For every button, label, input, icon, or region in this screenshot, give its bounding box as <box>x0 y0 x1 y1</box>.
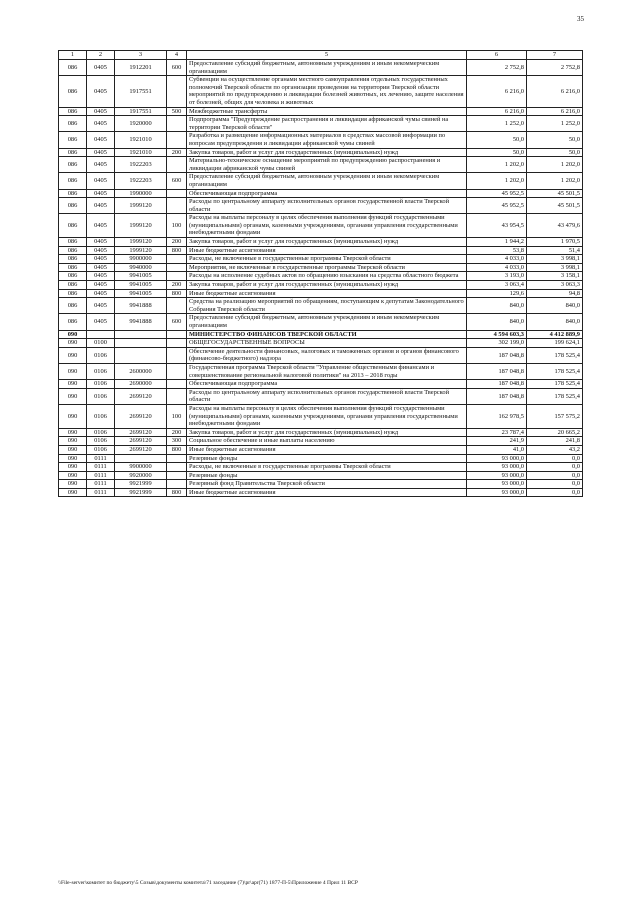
amount-cell: 1 252,0 <box>467 116 527 132</box>
column-number-header-row <box>59 51 583 60</box>
table-row <box>59 189 583 198</box>
amount-cell: 41,0 <box>467 445 527 454</box>
table-row <box>59 246 583 255</box>
section-code-cell: 0405 <box>87 214 115 238</box>
expense-type-cell: 800 <box>167 445 187 454</box>
amount-cell: 51,4 <box>527 246 583 255</box>
amount-cell: 93 000,0 <box>467 480 527 489</box>
table-row <box>59 488 583 497</box>
amount-cell: 3 158,1 <box>527 272 583 281</box>
expense-type-cell: 200 <box>167 281 187 290</box>
section-code-cell: 0106 <box>87 363 115 379</box>
amount-cell: 0,0 <box>527 454 583 463</box>
amount-cell: 178 525,4 <box>527 347 583 363</box>
item-name-cell: Подпрограмма "Предупреждение распространения и ликвидация африканской чумы свиней на территории Тверской области" <box>187 116 467 132</box>
file-path-footer: \\File-server\комитет по бюджету\5 Созыв\документы комитета\71 заседание (7)\pr\apr(71) 1877-П-5\Приложение 4 Прил 11 ВСР <box>58 880 358 886</box>
expense-type-cell <box>167 298 187 314</box>
section-code-cell: 0405 <box>87 157 115 173</box>
expense-type-cell: 200 <box>167 428 187 437</box>
section-code-cell: 0405 <box>87 132 115 148</box>
expense-type-cell <box>167 339 187 348</box>
expense-type-cell: 200 <box>167 148 187 157</box>
target-article-cell: 2699120 <box>115 404 167 428</box>
admin-code-cell: 090 <box>59 480 87 489</box>
amount-cell: 45 952,5 <box>467 198 527 214</box>
item-name-cell: Обеспечение деятельности финансовых, налоговых и таможенных органов и органов финансового (финансово-бюджетного) надзора <box>187 347 467 363</box>
amount-cell: 53,8 <box>467 246 527 255</box>
amount-cell: 50,0 <box>467 148 527 157</box>
admin-code-cell: 086 <box>59 132 87 148</box>
amount-cell: 93 000,0 <box>467 463 527 472</box>
column-header: 5 <box>187 51 467 60</box>
expense-type-cell: 600 <box>167 314 187 330</box>
amount-cell: 162 978,5 <box>467 404 527 428</box>
item-name-cell: Предоставление субсидий бюджетным, автономным учреждениям и иным некоммерческим организациям <box>187 60 467 76</box>
section-code-cell: 0106 <box>87 388 115 404</box>
table-row <box>59 330 583 339</box>
admin-code-cell: 086 <box>59 255 87 264</box>
amount-cell: 93 000,0 <box>467 454 527 463</box>
item-name-cell: Материально-техническое оснащение мероприятий по предупреждению распространения и ликвидации африканской чумы свиней <box>187 157 467 173</box>
expense-type-cell <box>167 198 187 214</box>
table-row <box>59 388 583 404</box>
expense-type-cell: 100 <box>167 214 187 238</box>
section-code-cell: 0106 <box>87 437 115 446</box>
column-header: 6 <box>467 51 527 60</box>
section-code-cell: 0405 <box>87 189 115 198</box>
amount-cell: 43 479,6 <box>527 214 583 238</box>
target-article-cell: 2699120 <box>115 445 167 454</box>
section-code-cell: 0405 <box>87 246 115 255</box>
table-row <box>59 428 583 437</box>
expense-type-cell: 600 <box>167 173 187 189</box>
admin-code-cell: 086 <box>59 246 87 255</box>
expense-type-cell <box>167 463 187 472</box>
table-row <box>59 60 583 76</box>
expense-type-cell: 200 <box>167 238 187 247</box>
section-code-cell: 0405 <box>87 148 115 157</box>
page-number: 35 <box>577 15 584 23</box>
admin-code-cell: 086 <box>59 60 87 76</box>
item-name-cell: Закупка товаров, работ и услуг для государственных (муниципальных) нужд <box>187 238 467 247</box>
section-code-cell: 0405 <box>87 289 115 298</box>
table-row <box>59 238 583 247</box>
expense-type-cell: 800 <box>167 289 187 298</box>
table-row <box>59 445 583 454</box>
target-article-cell: 9900000 <box>115 255 167 264</box>
item-name-cell: Расходы, не включенные в государственные программы Тверской области <box>187 463 467 472</box>
section-code-cell: 0405 <box>87 198 115 214</box>
admin-code-cell: 086 <box>59 272 87 281</box>
target-article-cell: 9940000 <box>115 263 167 272</box>
amount-cell: 0,0 <box>527 463 583 472</box>
table-row <box>59 437 583 446</box>
admin-code-cell: 086 <box>59 198 87 214</box>
section-code-cell: 0100 <box>87 339 115 348</box>
admin-code-cell: 090 <box>59 404 87 428</box>
item-name-cell: Субвенции на осуществление органами местного самоуправления отдельных государственных полномочий Тверской области по организации проведения на территории Тверской области мероприятий по предупреждению и ликвидации болезней животных, их лечению, защите населения от болезней, общих для человека и животных <box>187 76 467 107</box>
expense-type-cell <box>167 255 187 264</box>
column-header: 7 <box>527 51 583 60</box>
item-name-cell: Разработка и размещение информационных материалов в средствах массовой информации по вопросам предупреждения и ликвидации африканской чумы свиней <box>187 132 467 148</box>
target-article-cell: 2699120 <box>115 428 167 437</box>
item-name-cell: Государственная программа Тверской области "Управление общественными финансами и совершенствование региональной налоговой политики" на 2013 – 2018 годы <box>187 363 467 379</box>
section-code-cell: 0405 <box>87 60 115 76</box>
admin-code-cell: 090 <box>59 471 87 480</box>
admin-code-cell: 086 <box>59 107 87 116</box>
target-article-cell: 1917551 <box>115 107 167 116</box>
target-article-cell: 1920000 <box>115 116 167 132</box>
column-header: 1 <box>59 51 87 60</box>
expense-type-cell <box>167 116 187 132</box>
item-name-cell: Иные бюджетные ассигнования <box>187 289 467 298</box>
expense-type-cell <box>167 330 187 339</box>
expense-type-cell <box>167 347 187 363</box>
expense-type-cell: 800 <box>167 246 187 255</box>
amount-cell: 0,0 <box>527 471 583 480</box>
section-code-cell: 0405 <box>87 107 115 116</box>
admin-code-cell: 086 <box>59 116 87 132</box>
table-row <box>59 289 583 298</box>
amount-cell: 6 216,0 <box>467 76 527 107</box>
amount-cell: 187 048,8 <box>467 380 527 389</box>
target-article-cell: 1921010 <box>115 132 167 148</box>
amount-cell: 4 033,0 <box>467 263 527 272</box>
section-code-cell: 0405 <box>87 281 115 290</box>
item-name-cell: МИНИСТЕРСТВО ФИНАНСОВ ТВЕРСКОЙ ОБЛАСТИ <box>187 330 467 339</box>
expense-type-cell: 600 <box>167 60 187 76</box>
amount-cell: 187 048,8 <box>467 347 527 363</box>
amount-cell: 45 501,5 <box>527 189 583 198</box>
table-row <box>59 263 583 272</box>
admin-code-cell: 086 <box>59 148 87 157</box>
budget-table <box>58 50 583 497</box>
target-article-cell <box>115 330 167 339</box>
item-name-cell: Иные бюджетные ассигнования <box>187 246 467 255</box>
item-name-cell: Иные бюджетные ассигнования <box>187 445 467 454</box>
expense-type-cell: 100 <box>167 404 187 428</box>
amount-cell: 6 216,0 <box>467 107 527 116</box>
table-row <box>59 281 583 290</box>
admin-code-cell: 086 <box>59 214 87 238</box>
target-article-cell: 1999120 <box>115 246 167 255</box>
section-code-cell: 0106 <box>87 380 115 389</box>
amount-cell: 178 525,4 <box>527 388 583 404</box>
target-article-cell <box>115 454 167 463</box>
table-row <box>59 198 583 214</box>
table-row <box>59 214 583 238</box>
section-code-cell: 0405 <box>87 272 115 281</box>
admin-code-cell: 090 <box>59 388 87 404</box>
item-name-cell: Расходы на выплаты персоналу в целях обеспечения выполнения функций государственными (муниципальными) органами, казенными учреждениями, органами управления государственными внебюджетными фондами <box>187 404 467 428</box>
item-name-cell: Закупка товаров, работ и услуг для государственных (муниципальных) нужд <box>187 148 467 157</box>
amount-cell: 840,0 <box>467 314 527 330</box>
item-name-cell: Резервные фонды <box>187 471 467 480</box>
table-row <box>59 347 583 363</box>
amount-cell: 6 216,0 <box>527 107 583 116</box>
table-row <box>59 380 583 389</box>
table-row <box>59 363 583 379</box>
target-article-cell: 9941888 <box>115 314 167 330</box>
item-name-cell: ОБЩЕГОСУДАРСТВЕННЫЕ ВОПРОСЫ <box>187 339 467 348</box>
expense-type-cell: 300 <box>167 437 187 446</box>
amount-cell: 50,0 <box>527 148 583 157</box>
admin-code-cell: 090 <box>59 463 87 472</box>
target-article-cell: 1912201 <box>115 60 167 76</box>
target-article-cell: 1999120 <box>115 214 167 238</box>
section-code-cell: 0405 <box>87 255 115 264</box>
amount-cell: 4 594 603,3 <box>467 330 527 339</box>
target-article-cell: 2699120 <box>115 388 167 404</box>
target-article-cell: 9920000 <box>115 471 167 480</box>
amount-cell: 0,0 <box>527 480 583 489</box>
amount-cell: 0,0 <box>527 488 583 497</box>
item-name-cell: Закупка товаров, работ и услуг для государственных (муниципальных) нужд <box>187 281 467 290</box>
amount-cell: 129,6 <box>467 289 527 298</box>
expense-type-cell <box>167 157 187 173</box>
admin-code-cell: 090 <box>59 488 87 497</box>
target-article-cell: 9921999 <box>115 480 167 489</box>
table-row <box>59 298 583 314</box>
amount-cell: 50,0 <box>527 132 583 148</box>
column-header: 3 <box>115 51 167 60</box>
amount-cell: 20 665,2 <box>527 428 583 437</box>
target-article-cell: 1922203 <box>115 157 167 173</box>
target-article-cell: 9921999 <box>115 488 167 497</box>
section-code-cell: 0106 <box>87 428 115 437</box>
section-code-cell: 0106 <box>87 404 115 428</box>
section-code-cell <box>87 330 115 339</box>
amount-cell: 43,2 <box>527 445 583 454</box>
expense-type-cell <box>167 189 187 198</box>
section-code-cell: 0405 <box>87 76 115 107</box>
expense-type-cell <box>167 471 187 480</box>
admin-code-cell: 090 <box>59 330 87 339</box>
item-name-cell: Резервные фонды <box>187 454 467 463</box>
amount-cell: 3 193,0 <box>467 272 527 281</box>
target-article-cell: 2690000 <box>115 380 167 389</box>
admin-code-cell: 086 <box>59 289 87 298</box>
target-article-cell: 1990000 <box>115 189 167 198</box>
item-name-cell: Предоставление субсидий бюджетным, автономным учреждениям и иным некоммерческим организациям <box>187 173 467 189</box>
item-name-cell: Мероприятия, не включенные в государственные программы Тверской области <box>187 263 467 272</box>
admin-code-cell: 086 <box>59 189 87 198</box>
table-row <box>59 454 583 463</box>
column-header: 2 <box>87 51 115 60</box>
target-article-cell: 2600000 <box>115 363 167 379</box>
admin-code-cell: 086 <box>59 157 87 173</box>
admin-code-cell: 090 <box>59 347 87 363</box>
admin-code-cell: 090 <box>59 339 87 348</box>
expense-type-cell <box>167 380 187 389</box>
table-row <box>59 148 583 157</box>
amount-cell: 6 216,0 <box>527 76 583 107</box>
section-code-cell: 0106 <box>87 445 115 454</box>
amount-cell: 840,0 <box>467 298 527 314</box>
target-article-cell: 9941888 <box>115 298 167 314</box>
target-article-cell: 1999120 <box>115 198 167 214</box>
admin-code-cell: 086 <box>59 281 87 290</box>
amount-cell: 93 000,0 <box>467 471 527 480</box>
target-article-cell <box>115 347 167 363</box>
expense-type-cell <box>167 480 187 489</box>
expense-type-cell <box>167 363 187 379</box>
amount-cell: 1 202,0 <box>467 173 527 189</box>
amount-cell: 840,0 <box>527 314 583 330</box>
item-name-cell: Расходы на выплаты персоналу в целях обеспечения выполнения функций государственными (муниципальными) органами, казенными учреждениями, органами управления государственными внебюджетными фондами <box>187 214 467 238</box>
amount-cell: 43 954,5 <box>467 214 527 238</box>
section-code-cell: 0111 <box>87 488 115 497</box>
table-row <box>59 255 583 264</box>
expense-type-cell <box>167 132 187 148</box>
amount-cell: 3 063,3 <box>527 281 583 290</box>
amount-cell: 187 048,8 <box>467 363 527 379</box>
section-code-cell: 0405 <box>87 263 115 272</box>
expense-type-cell <box>167 263 187 272</box>
target-article-cell: 9941005 <box>115 281 167 290</box>
admin-code-cell: 090 <box>59 428 87 437</box>
target-article-cell: 9900000 <box>115 463 167 472</box>
expense-type-cell <box>167 76 187 107</box>
amount-cell: 4 412 889,9 <box>527 330 583 339</box>
section-code-cell: 0106 <box>87 347 115 363</box>
item-name-cell: Закупка товаров, работ и услуг для государственных (муниципальных) нужд <box>187 428 467 437</box>
amount-cell: 178 525,4 <box>527 363 583 379</box>
expense-type-cell <box>167 388 187 404</box>
item-name-cell: Средства на реализацию мероприятий по обращениям, поступающим к депутатам Законодательного Собрания Тверской области <box>187 298 467 314</box>
amount-cell: 840,0 <box>527 298 583 314</box>
item-name-cell: Социальное обеспечение и иные выплаты населению <box>187 437 467 446</box>
expense-type-cell <box>167 272 187 281</box>
amount-cell: 241,9 <box>467 437 527 446</box>
table-row <box>59 132 583 148</box>
admin-code-cell: 086 <box>59 298 87 314</box>
amount-cell: 45 501,5 <box>527 198 583 214</box>
table-row <box>59 480 583 489</box>
item-name-cell: Расходы, не включенные в государственные программы Тверской области <box>187 255 467 264</box>
amount-cell: 1 202,0 <box>527 173 583 189</box>
expense-type-cell <box>167 454 187 463</box>
amount-cell: 1 252,0 <box>527 116 583 132</box>
amount-cell: 157 575,2 <box>527 404 583 428</box>
target-article-cell: 1921010 <box>115 148 167 157</box>
item-name-cell: Иные бюджетные ассигнования <box>187 488 467 497</box>
target-article-cell: 9941005 <box>115 272 167 281</box>
target-article-cell: 2699120 <box>115 437 167 446</box>
table-row <box>59 173 583 189</box>
amount-cell: 50,0 <box>467 132 527 148</box>
section-code-cell: 0405 <box>87 116 115 132</box>
table-row <box>59 339 583 348</box>
item-name-cell: Предоставление субсидий бюджетным, автономным учреждениям и иным некоммерческим организациям <box>187 314 467 330</box>
admin-code-cell: 086 <box>59 173 87 189</box>
amount-cell: 4 033,0 <box>467 255 527 264</box>
table-row <box>59 272 583 281</box>
section-code-cell: 0405 <box>87 173 115 189</box>
admin-code-cell: 086 <box>59 238 87 247</box>
table-row <box>59 471 583 480</box>
amount-cell: 187 048,8 <box>467 388 527 404</box>
amount-cell: 199 624,1 <box>527 339 583 348</box>
item-name-cell: Расходы на исполнение судебных актов по обращению взыскания на средства областного бюджета <box>187 272 467 281</box>
amount-cell: 2 752,8 <box>467 60 527 76</box>
amount-cell: 1 202,0 <box>527 157 583 173</box>
amount-cell: 241,8 <box>527 437 583 446</box>
section-code-cell: 0111 <box>87 454 115 463</box>
admin-code-cell: 090 <box>59 454 87 463</box>
item-name-cell: Межбюджетные трансферты <box>187 107 467 116</box>
amount-cell: 3 063,4 <box>467 281 527 290</box>
item-name-cell: Расходы по центральному аппарату исполнительных органов государственной власти Тверской области <box>187 388 467 404</box>
section-code-cell: 0405 <box>87 298 115 314</box>
admin-code-cell: 090 <box>59 437 87 446</box>
admin-code-cell: 086 <box>59 76 87 107</box>
table-row <box>59 157 583 173</box>
item-name-cell: Обеспечивающая подпрограмма <box>187 189 467 198</box>
section-code-cell: 0111 <box>87 480 115 489</box>
amount-cell: 178 525,4 <box>527 380 583 389</box>
admin-code-cell: 086 <box>59 314 87 330</box>
amount-cell: 1 202,0 <box>467 157 527 173</box>
expense-type-cell: 800 <box>167 488 187 497</box>
amount-cell: 3 998,1 <box>527 255 583 264</box>
table-row <box>59 76 583 107</box>
target-article-cell: 1999120 <box>115 238 167 247</box>
amount-cell: 1 970,5 <box>527 238 583 247</box>
amount-cell: 94,8 <box>527 289 583 298</box>
item-name-cell: Резервный фонд Правительства Тверской области <box>187 480 467 489</box>
item-name-cell: Обеспечивающая подпрограмма <box>187 380 467 389</box>
amount-cell: 3 998,1 <box>527 263 583 272</box>
table-row <box>59 314 583 330</box>
section-code-cell: 0405 <box>87 314 115 330</box>
section-code-cell: 0111 <box>87 471 115 480</box>
amount-cell: 302 199,0 <box>467 339 527 348</box>
amount-cell: 1 944,2 <box>467 238 527 247</box>
amount-cell: 45 952,5 <box>467 189 527 198</box>
table-row <box>59 463 583 472</box>
table-row <box>59 107 583 116</box>
admin-code-cell: 090 <box>59 380 87 389</box>
amount-cell: 23 787,4 <box>467 428 527 437</box>
table-row <box>59 404 583 428</box>
target-article-cell: 1922203 <box>115 173 167 189</box>
expense-type-cell: 500 <box>167 107 187 116</box>
target-article-cell: 9941005 <box>115 289 167 298</box>
admin-code-cell: 086 <box>59 263 87 272</box>
section-code-cell: 0405 <box>87 238 115 247</box>
admin-code-cell: 090 <box>59 363 87 379</box>
column-header: 4 <box>167 51 187 60</box>
target-article-cell <box>115 339 167 348</box>
item-name-cell: Расходы по центральному аппарату исполнительных органов государственной власти Тверской области <box>187 198 467 214</box>
section-code-cell: 0111 <box>87 463 115 472</box>
admin-code-cell: 090 <box>59 445 87 454</box>
amount-cell: 93 000,0 <box>467 488 527 497</box>
amount-cell: 2 752,8 <box>527 60 583 76</box>
table-row <box>59 116 583 132</box>
target-article-cell: 1917551 <box>115 76 167 107</box>
